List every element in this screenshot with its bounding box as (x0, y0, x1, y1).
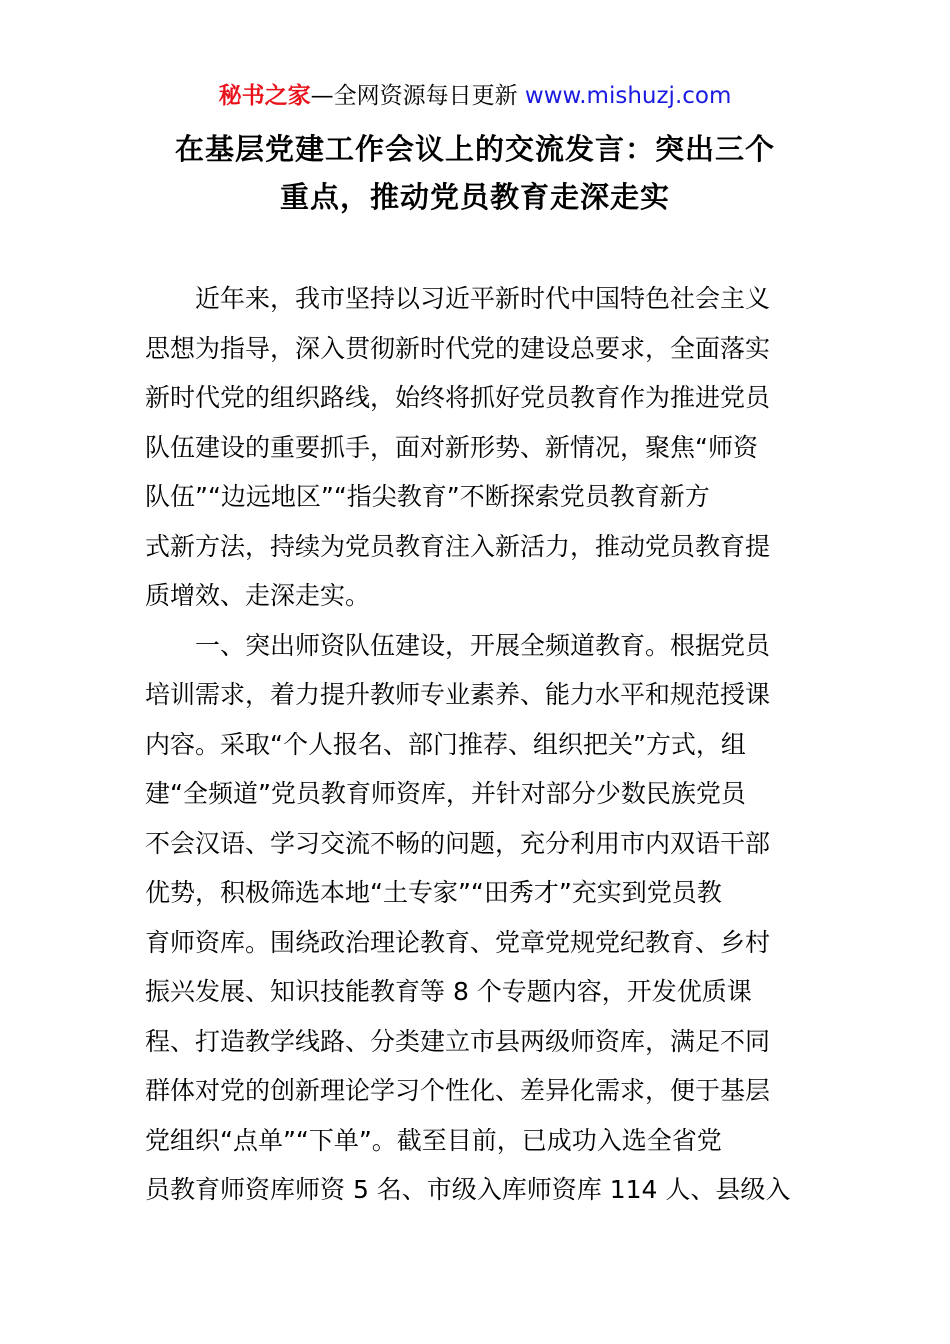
body-line: 党组织“点单”“下单”。截至目前，已成功入选全省党 (145, 1125, 722, 1155)
document-body (145, 274, 810, 1215)
body-line: 建“全频道”党员教育师资库，并针对部分少数民族党员 (145, 779, 746, 808)
site-header (0, 80, 950, 112)
body-line: 程、打造教学线路、分类建立市县两级师资库，满足不同 (145, 1026, 771, 1056)
header-tagline: —全网资源每日更新 (310, 83, 525, 109)
body-line: 式新方法，持续为党员教育注入新活力，推动党员教育提 (145, 531, 771, 561)
document-title-line-1: 在基层党建工作会议上的交流发言：突出三个 (174, 132, 775, 166)
body-line: 内容。采取“个人报名、部门推荐、组织把关”方式，组 (145, 729, 746, 759)
body-line: 员教育师资库师资 5 名、市级入库师资库 114 人、县级入 (145, 1175, 791, 1204)
body-line: 一、突出师资队伍建设，开展全频道教育。根据党员 (195, 630, 771, 660)
body-line: 新时代党的组织路线，始终将抓好党员教育作为推进党员 (145, 383, 771, 412)
body-line: 不会汉语、学习交流不畅的问题，充分利用市内双语干部 (145, 828, 771, 858)
body-line: 优势，积极筛选本地“土专家”“田秀才”充实到党员教 (145, 878, 722, 907)
body-line: 队伍建设的重要抓手，面对新形势、新情况，聚焦“师资 (145, 432, 758, 462)
brand-name: 秘书之家 (218, 83, 311, 109)
body-line: 队伍”“边远地区”“指尖教育”不断探索党员教育新方 (145, 482, 710, 511)
body-line: 群体对党的创新理论学习个性化、差异化需求，便于基层 (145, 1076, 771, 1105)
document-title-line-2: 重点，推动党员教育走深走实 (279, 180, 670, 214)
body-line: 振兴发展、知识技能教育等 8 个专题内容，开发优质课 (145, 977, 752, 1006)
body-line: 质增效、走深走实。 (145, 581, 371, 610)
body-line: 培训需求，着力提升教师专业素养、能力水平和规范授课 (145, 680, 771, 709)
body-line: 近年来，我市坚持以习近平新时代中国特色社会主义 (195, 284, 771, 313)
body-line: 育师资库。围绕政治理论教育、党章党规党纪教育、乡村 (145, 927, 771, 957)
body-line: 思想为指导，深入贯彻新时代党的建设总要求，全面落实 (145, 333, 771, 363)
site-url-link[interactable]: www.mishuzj.com (524, 83, 732, 109)
